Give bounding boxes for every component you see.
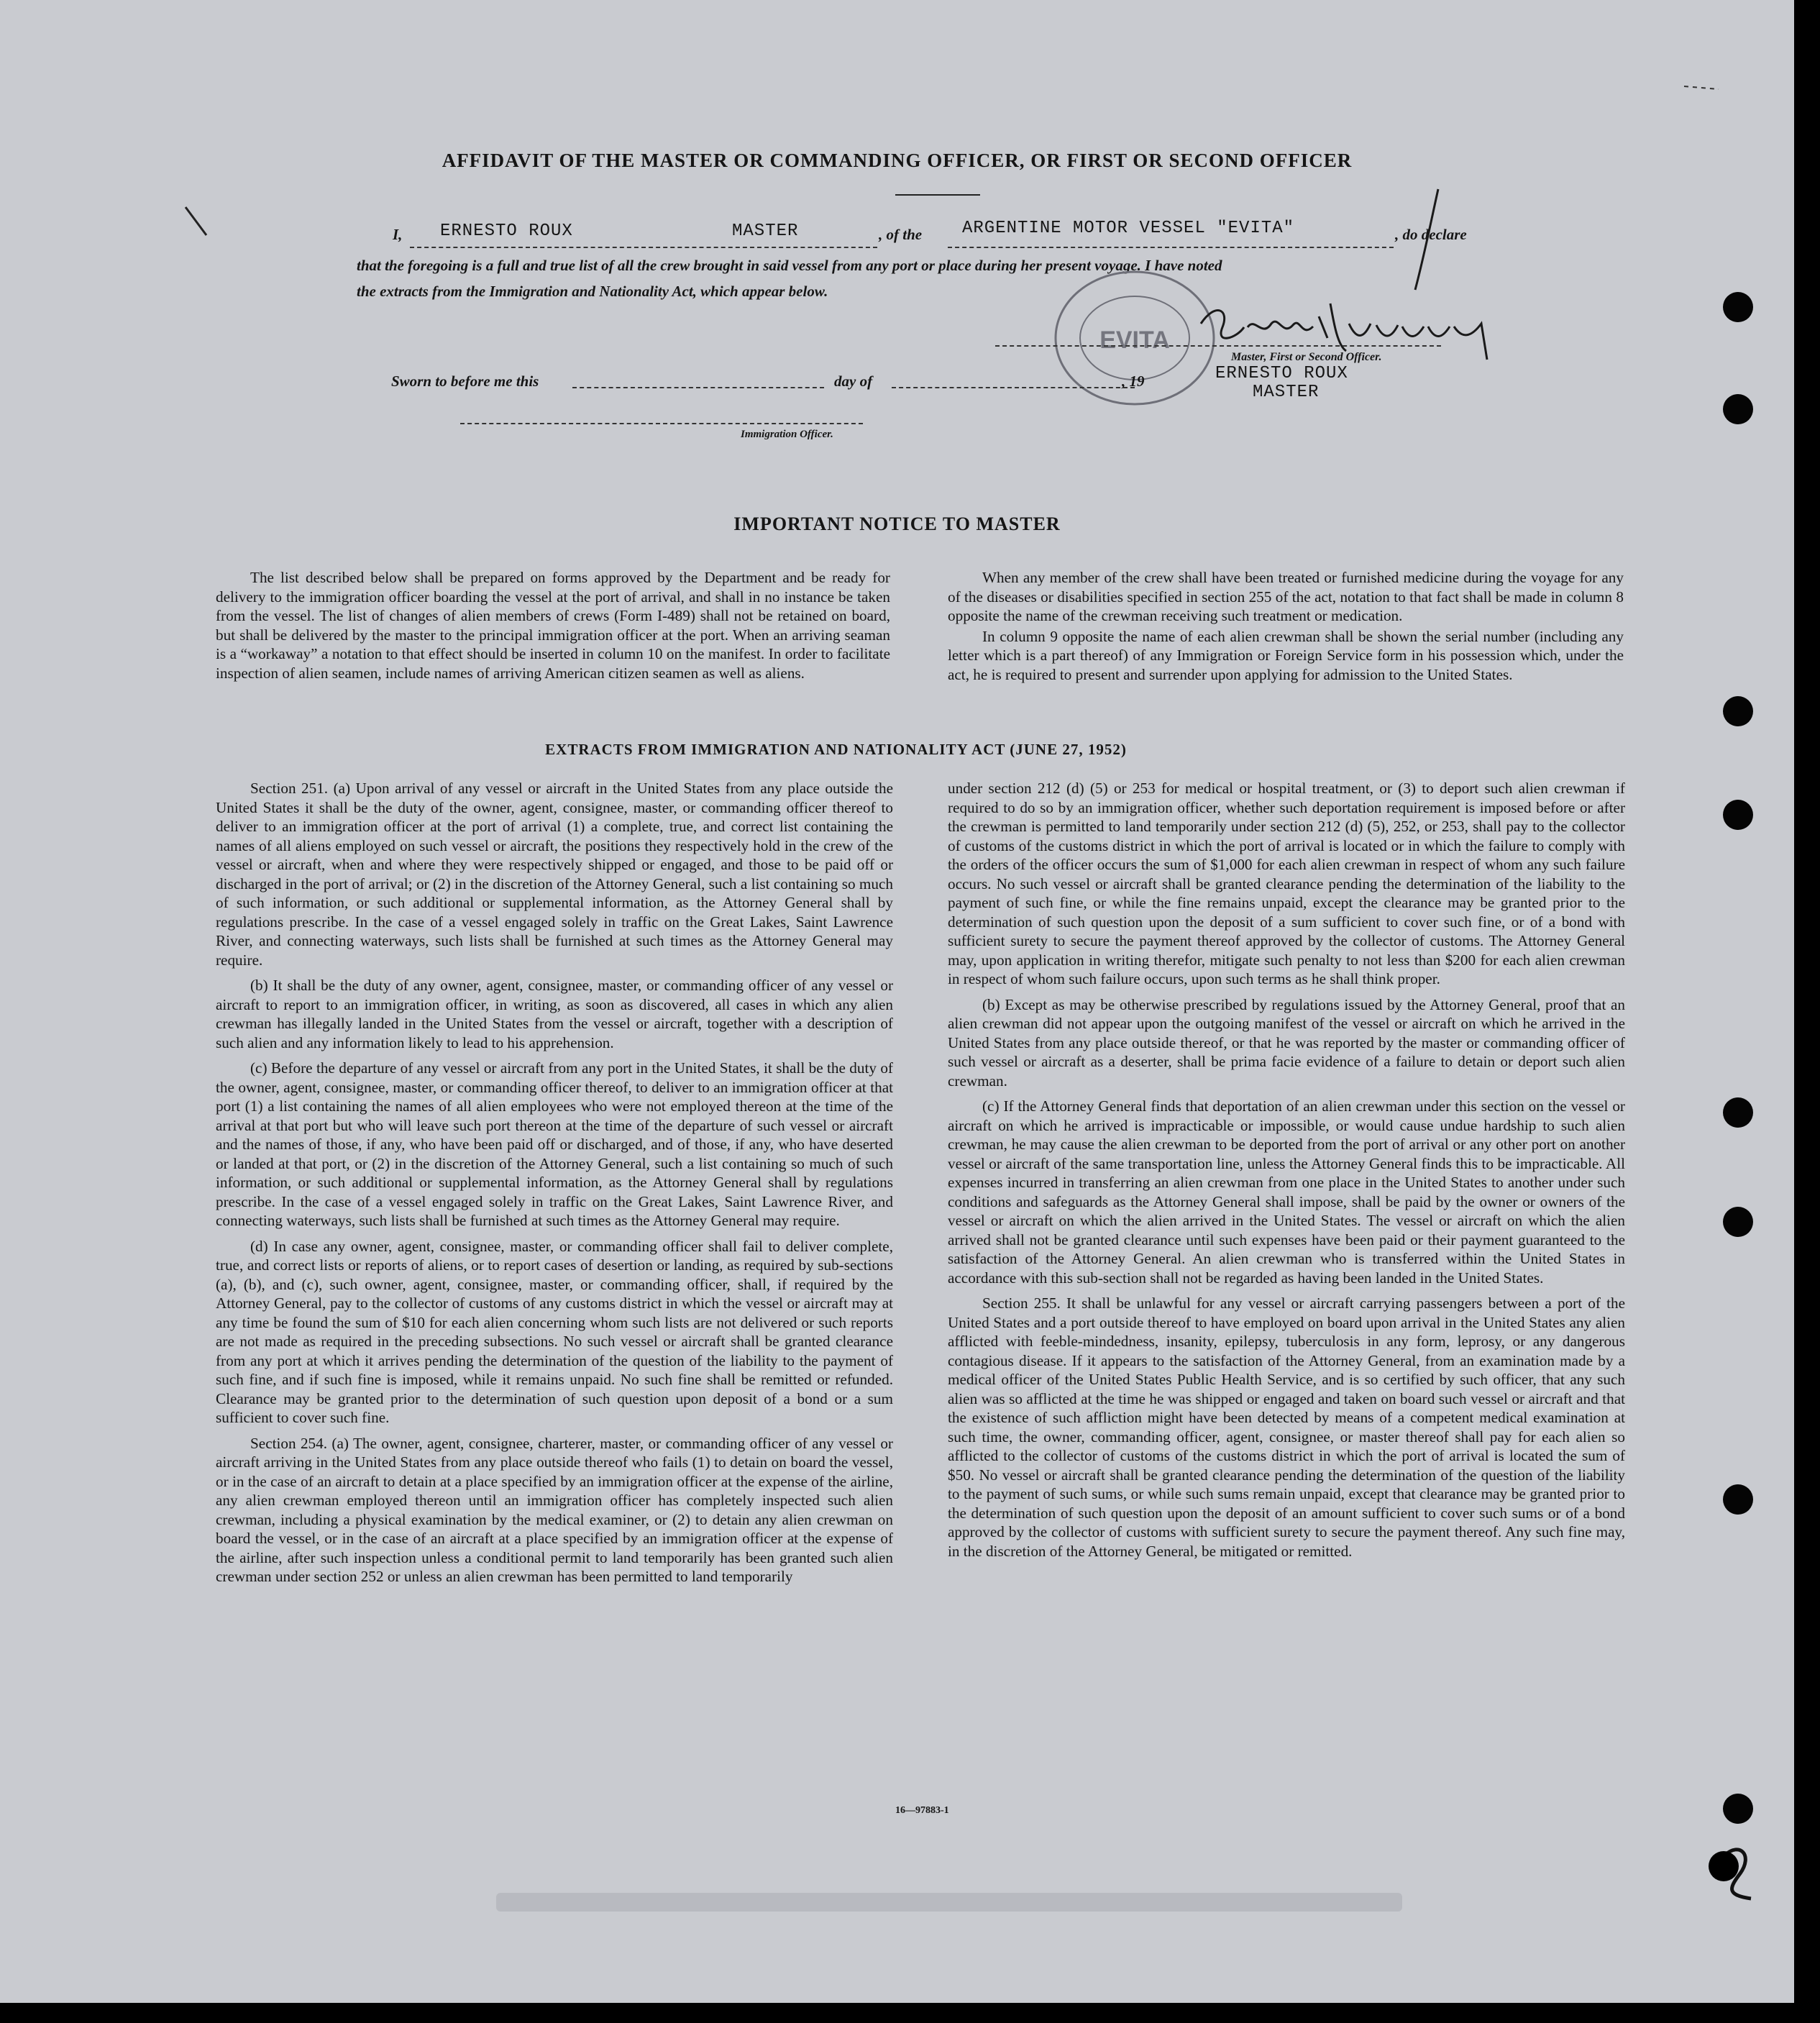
sworn-month-line (892, 387, 1135, 388)
punch-hole (1723, 800, 1753, 830)
punch-hole (1723, 1207, 1753, 1237)
extracts-title: EXTRACTS FROM IMMIGRATION AND NATIONALITY ACT (JUNE 27, 1952) (545, 741, 1127, 758)
year-label: , 19 (1122, 373, 1145, 390)
notice-right-paragraph-1: When any member of the crew shall have been treated or furnished medicine during the voyage for any of the diseases or disabilities specified in section 255 of the act, notation to that fact shall be made in column 8 opposite the name of the crewman receiving such treatment or medication. (948, 569, 1624, 624)
signature-line (995, 345, 1441, 347)
section-251-d: (d) In case any owner, agent, consignee, master, or commanding officer shall fail to deliver complete, true, and correct lists or reports of aliens, or to report cases of desertion or landing, as required by sub-sections (a), (b), and (c), such owner, agent, consignee, master, or commanding officer, shall, if required by the Attorney General, pay to the collector of customs of any customs district in which the vessel or aircraft may at any time be found the sum of $10 for each alien concerning whom such lists are not delivered or such reports are not made as required in the preceding subsections. No such vessel or aircraft shall be granted clearance from any port at which it arrives pending the determination of the question of the liability to the payment of such fine, and if such fine is imposed, while it remains unpaid. No such fine shall be remitted or refunded. Clearance may be granted prior to the determination of such question upon deposit of a bond or a sum sufficient to cover such fine. (216, 1237, 893, 1426)
notice-left-column (216, 568, 890, 689)
section-255: Section 255. It shall be unlawful for any vessel or aircraft carrying passengers between a port of the United States and a port outside thereof to have employed on board upon arrival in the United States any alien afflicted with feeble-mindedness, insanity, epilepsy, tuberculosis in any form, leprosy, or any dangerous contagious disease. If it appears to the satisfaction of the Attorney General, from an examination made by a medical officer of the United States Public Health Service, and is so certified by such officer, that any such alien was so afflicted at the time he was shipped or engaged and taken on board such vessel or aircraft and that the existence of such affliction might have been detected by means of a competent medical examination at such time, the owner, commanding officer, agent, consignee, or master thereof shall pay for each alien so afflicted to the collector of customs of the customs district in which the port of arrival is located the sum of $50. No vessel or aircraft shall be granted clearance pending the determination of the question of the liability to the payment of such sums, or while such sums remain unpaid, except that clearance may be granted prior to the determination of such question upon the deposit of an amount sufficient to cover such sums or of a bond approved by the collector of customs with sufficient surety to secure the payment thereof. Any such fine may, in the discretion of the Attorney General, be mitigated or remitted. (948, 1294, 1625, 1560)
punch-hole (1723, 696, 1753, 726)
declaration-line-3: the extracts from the Immigration and Nationality Act, which appear below. (357, 283, 828, 300)
extracts-right-column (948, 779, 1625, 1567)
section-251-c: (c) Before the departure of any vessel or aircraft from any port in the United States, it shall be the duty of the owner, agent, consignee, master, or commanding officer thereof, to deliver to an immigration officer at that port (1) a list containing the names of all alien employees who were not employed thereon at the time of the arrival at that port but who will leave such port thereon at the time of the departure of such vessel or aircraft and the names of those, if any, who have been paid off or discharged, and of those, if any, who have deserted or landed at that port, or (2) in the discretion of the Attorney General, such a list containing so much of such information, or such additional or supplemental information, as the Attorney General shall by regulations prescribe. In the case of a vessel engaged solely in traffic on the Great Lakes, Saint Lawrence River, and connecting waterways, such lists shall be furnished at such times as the Attorney General may require. (216, 1059, 893, 1229)
day-of-label: day of (834, 373, 873, 390)
notice-left-paragraph: The list described below shall be prepared on forms approved by the Department and be ready for delivery to the immigration officer boarding the vessel at the port of arrival, and shall in no instance be taken from the vessel. The list of changes of alien members of crews (Form I-489) shall not be retained on board, but shall be delivered by the master to the principal immigration officer at the port. When an arriving seaman is a “workaway” a notation to that effect should be inserted in column 10 on the manifest. In order to facilitate inspection of alien seamen, include names of arriving American citizen seamen as well as aliens. (216, 569, 890, 682)
stray-pen-mark (183, 205, 212, 241)
immigration-officer-line (460, 423, 863, 424)
section-254-c: (c) If the Attorney General finds that deportation of an alien crewman under this section on the vessel or aircraft on which he arrived is impracticable or impossible, or would cause undue hardship to such alien crewman, he may cause the alien crewman to be deported from the port of arrival or any other port on another vessel or aircraft of the same transportation line, unless the Attorney General finds this to be impracticable. All expenses incurred in transferring an alien crewman from one place in the United States to another under such conditions and safeguards as the Attorney General shall impose, shall be paid by the owner or owners of the vessel or aircraft on which the alien arrived in the United States. The vessel or aircraft on which the alien arrived shall not be granted clearance until such expenses have been paid or their payment guaranteed to the satisfaction of the Attorney General. An alien crewman who is transferred within the United States in accordance with this sub-section shall not be regarded as having been landed in the United States. (948, 1097, 1625, 1287)
notice-title: IMPORTANT NOTICE TO MASTER (733, 513, 1061, 534)
signature-caption: Master, First or Second Officer. (1231, 351, 1382, 363)
vessel-name: ARGENTINE MOTOR VESSEL "EVITA" (962, 219, 1295, 238)
handwritten-check-mark (1409, 186, 1453, 293)
vessel-line (948, 247, 1394, 248)
declaration-prefix: I, (393, 226, 403, 243)
punch-hole (1723, 1097, 1753, 1128)
name-line (410, 247, 877, 248)
svg-text:EVITA: EVITA (1099, 326, 1170, 354)
section-251-b: (b) It shall be the duty of any owner, agent, consignee, master, or commanding officer of any vessel or aircraft to report to an immigration officer, in writing, as soon as discovered, all cases in which any alien crewman has illegally landed in the United States from the vessel or aircraft, together with a description of such alien and any information likely to lead to his apprehension. (216, 977, 893, 1051)
section-254-b: (b) Except as may be otherwise prescribed by regulations issued by the Attorney General, proof that an alien crewman did not appear upon the outgoing manifest of the vessel or aircraft on which he arrived in the United States from any place outside thereof, or that he was reported by the master or commanding officer of such vessel or aircraft as a deserter, shall be prima facie evidence of a failure to detain or deport such alien crewman. (948, 995, 1625, 1090)
notice-right-column (948, 568, 1624, 690)
typed-signer-rank: MASTER (1253, 383, 1320, 402)
sworn-day-line (572, 387, 824, 388)
section-254-a: Section 254. (a) The owner, agent, consignee, charterer, master, or commanding officer of any vessel or aircraft arriving in the United States from any place outside thereof who fails (1) to detain on board the vessel, or in the case of an aircraft to detain at a place specified by an immigration officer at the expense of the airline, any alien crewman employed thereon until an immigration officer has completely inspected such alien crewman, including a physical examination by the medical examiner, or (2) to detain any alien crewman on board the vessel, or in the case of an aircraft at a place specified by an immigration officer at the expense of the airline, after such inspection unless a conditional permit to land temporarily has been granted such alien crewman under section 252 or unless an alien crewman has been permitted to land temporarily (216, 1434, 893, 1585)
section-251-a: Section 251. (a) Upon arrival of any vessel or aircraft in the United States from any place outside the United States it shall be the duty of the owner, agent, consignee, master, or commanding officer thereof to deliver to an immigration officer at the port of arrival (1) a complete, true, and correct list containing the names of all aliens employed on such vessel or aircraft, the positions they respectively hold in the crew of the vessel or aircraft, when and where they were respectively shipped or engaged, and those to be paid off or discharged in the port of arrival; or (2) in the discretion of the Attorney General, such a list containing so much of such information, or such additional or supplemental information, as the Attorney General shall by regulations prescribe. In the case of a vessel engaged solely in traffic on the Great Lakes, Saint Lawrence River, and connecting waterways, such lists shall be furnished at such times as the Attorney General may require. (216, 780, 893, 969)
of-the-label: , of the (879, 226, 923, 243)
punch-hole (1723, 1484, 1753, 1515)
master-rank: MASTER (732, 222, 799, 241)
punch-hole (1723, 394, 1753, 424)
scan-mark (1683, 79, 1726, 93)
bleed-through-smudge (496, 1893, 1402, 1912)
form-code: 16—97883-1 (895, 1805, 949, 1816)
declaration-line-2: that the foregoing is a full and true list of all the crew brought in said vessel from any port or place during her present voyage. I have noted (357, 257, 1222, 274)
master-name: ERNESTO ROUX (440, 222, 573, 241)
section-254-a-continued: under section 212 (d) (5) or 253 for medical or hospital treatment, or (3) to deport such alien crewman if required to do so by an immigration officer, whether such deportation requirement is imposed before or after the crewman is permitted to land temporarily under section 212 (d) (5), 252, or 253, shall pay to the collector of customs of the customs district in which the port of arrival is located or in which the failure to comply with the orders of the officer occurs the sum of $1,000 for each alien crewman in respect of whom any such failure occurs. No such vessel or aircraft shall be granted clearance pending the determination of the liability to the payment of such fine, or while the fine remains unpaid, except the clearance may be granted prior to the determination of such question upon the deposit of a sum sufficient to cover such fine, or of a bond with sufficient surety to secure the payment thereof approved by the collector of customs. The Attorney General may, upon application in writing therefor, mitigate such penalty to not less than $200 for each alien crewman in respect of whom such failure occurs, upon such terms as he shall think proper. (948, 780, 1625, 987)
declare-label: , do declare (1395, 226, 1467, 243)
typed-signer-name: ERNESTO ROUX (1215, 364, 1348, 383)
affidavit-title: AFFIDAVIT OF THE MASTER OR COMMANDING OFFICER, OR FIRST OR SECOND OFFICER (442, 150, 1353, 171)
extracts-left-column (216, 779, 893, 1593)
punch-hole (1723, 292, 1753, 322)
immigration-officer-caption: Immigration Officer. (741, 429, 833, 440)
notice-right-paragraph-2: In column 9 opposite the name of each alien crewman shall be shown the serial number (including any letter which is a part thereof) of any Immigration or Foreign Service form in his possession which, under the act, he is required to present and surrender upon applying for admission to the United States. (948, 627, 1624, 683)
punch-hole (1709, 1851, 1739, 1881)
sworn-label: Sworn to before me this (391, 373, 539, 390)
punch-hole (1723, 1794, 1753, 1824)
title-divider (895, 194, 980, 196)
